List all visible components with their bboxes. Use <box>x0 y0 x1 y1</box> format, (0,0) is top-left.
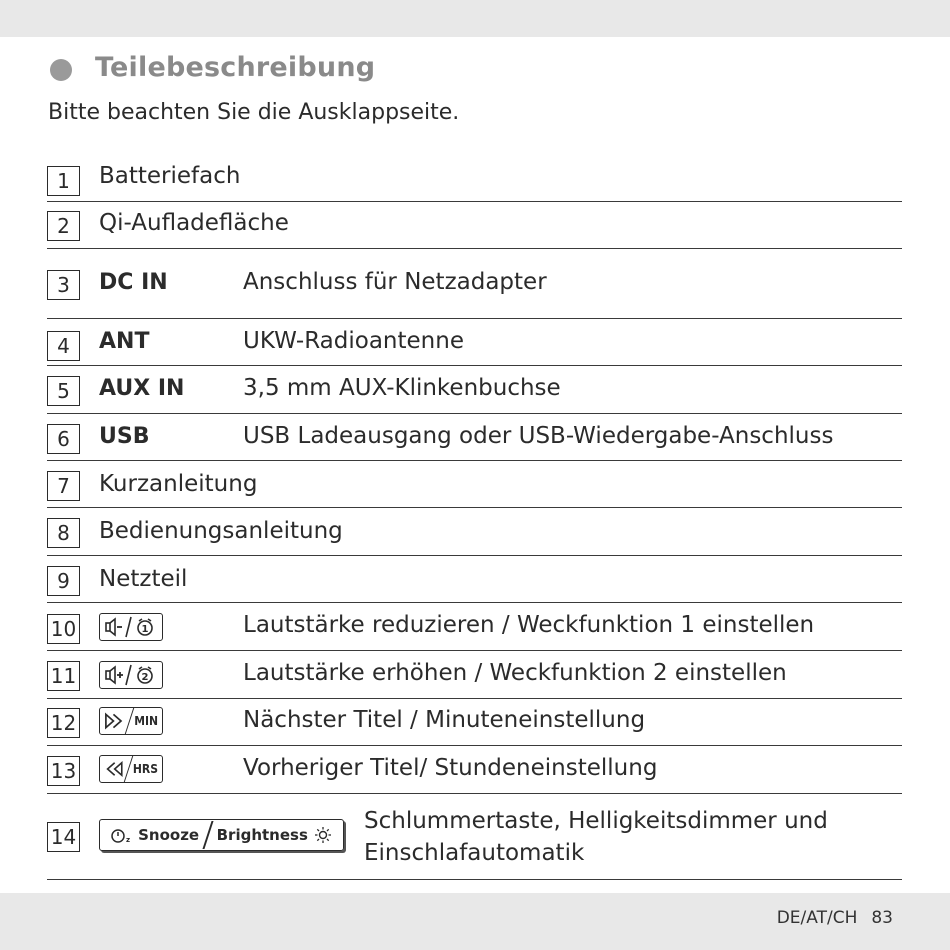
part-number: 11 <box>47 661 80 691</box>
footer-region: DE/AT/CH <box>776 908 858 928</box>
key-text: MIN <box>134 714 158 728</box>
part-description: Anschluss für Netzadapter <box>243 269 547 295</box>
next-min-key-icon <box>99 707 163 735</box>
part-description: UKW-Radioantenne <box>243 328 464 354</box>
svg-text:2: 2 <box>141 672 149 683</box>
snooze-icon <box>110 826 132 844</box>
page-footer <box>777 908 893 928</box>
part-row-9 <box>47 565 902 603</box>
page-title: Teilebeschreibung <box>95 52 376 83</box>
page-number: 83 <box>871 908 893 928</box>
part-row-10 <box>47 611 902 651</box>
volume-up-alarm2-key-icon <box>99 661 163 689</box>
part-number: 7 <box>47 471 80 501</box>
part-row-5 <box>47 375 902 414</box>
part-number: 6 <box>47 424 80 454</box>
volume-down-alarm1-key-icon <box>99 613 163 641</box>
intro-text: Bitte beachten Sie die Ausklappseite. <box>48 100 460 125</box>
part-label: AUX IN <box>99 376 185 401</box>
part-number: 12 <box>47 708 80 738</box>
brightness-label: Brightness <box>216 826 308 844</box>
part-number: 2 <box>47 211 80 241</box>
part-description: Nächster Titel / Minuteneinstellung <box>243 707 646 733</box>
part-description: Lautstärke erhöhen / Weckfunktion 2 einstellen <box>243 660 787 686</box>
part-row-13 <box>47 755 902 794</box>
part-label: Batteriefach <box>99 163 241 189</box>
part-row-1 <box>47 163 902 202</box>
part-description: Lautstärke reduzieren / Weckfunktion 1 einstellen <box>243 612 815 638</box>
part-number: 1 <box>47 166 80 196</box>
part-description: Schlummertaste, Helligkeitsdimmer und Einschlafautomatik <box>364 808 828 866</box>
previous-track-icon <box>104 759 124 779</box>
part-label: USB <box>99 424 150 449</box>
part-description: USB Ladeausgang oder USB-Wiedergabe-Anschluss <box>243 423 834 449</box>
brightness-icon <box>313 826 333 844</box>
part-label: ANT <box>99 329 150 354</box>
part-row-12 <box>47 707 902 746</box>
prev-hrs-key-icon <box>99 755 163 783</box>
top-band <box>0 0 950 37</box>
part-row-8 <box>47 517 902 556</box>
part-number: 10 <box>47 614 80 644</box>
part-row-11 <box>47 660 902 699</box>
part-number: 8 <box>47 518 80 548</box>
part-row-3 <box>47 258 902 319</box>
next-track-icon <box>104 711 125 731</box>
part-description: 3,5 mm AUX-Klinkenbuchse <box>243 375 561 401</box>
part-number: 13 <box>47 756 80 786</box>
part-label: Kurzanleitung <box>99 471 258 497</box>
part-number: 9 <box>47 566 80 596</box>
svg-text:z: z <box>126 836 131 844</box>
part-label: Bedienungsanleitung <box>99 518 343 544</box>
part-row-6 <box>47 422 902 461</box>
part-number: 4 <box>47 331 80 361</box>
snooze-brightness-bar-icon <box>99 819 344 851</box>
key-text: HRS <box>132 762 158 776</box>
part-row-14 <box>47 802 902 880</box>
svg-text:1: 1 <box>141 624 149 635</box>
part-number: 5 <box>47 376 80 406</box>
part-label: DC IN <box>99 270 168 295</box>
part-number: 14 <box>47 822 80 852</box>
part-row-2 <box>47 210 902 249</box>
part-number: 3 <box>47 270 80 300</box>
heading-bullet-icon <box>50 59 72 81</box>
part-row-4 <box>47 328 902 366</box>
part-label: Qi-Aufladefläche <box>99 210 289 236</box>
part-row-7 <box>47 470 902 508</box>
part-label: Netzteil <box>99 566 188 592</box>
snooze-label: Snooze <box>138 826 200 844</box>
part-description: Vorheriger Titel/ Stundeneinstellung <box>243 755 658 781</box>
